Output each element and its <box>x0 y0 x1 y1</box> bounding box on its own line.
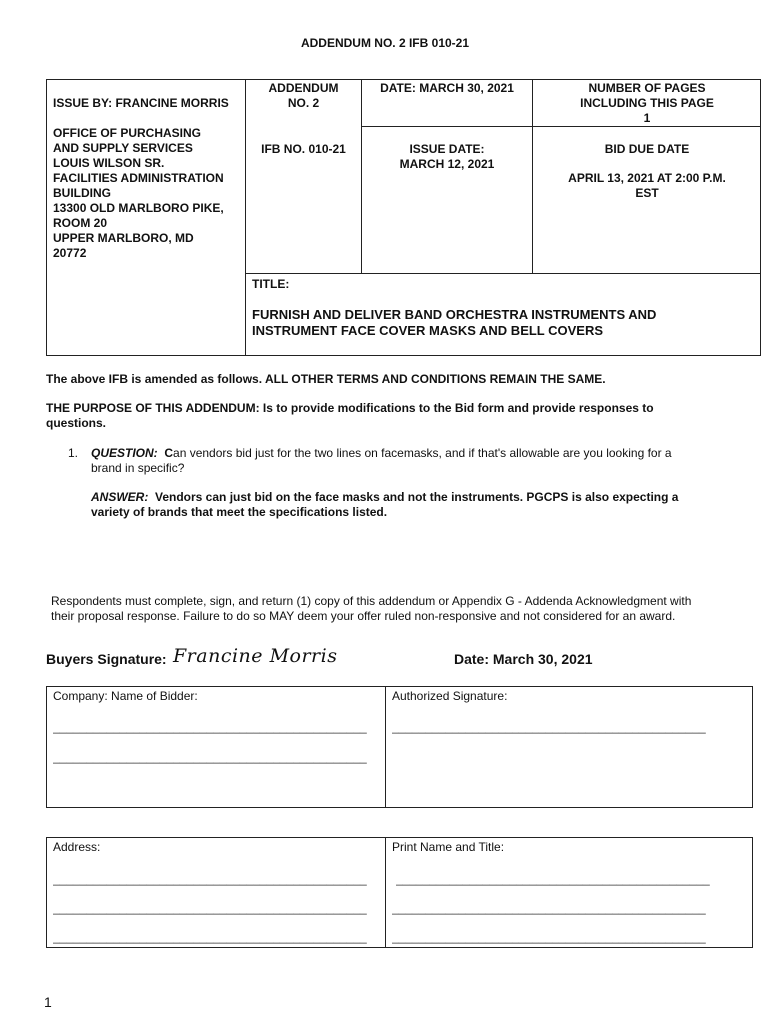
issue-date: ISSUE DATE: MARCH 12, 2021 <box>399 142 495 171</box>
print-name-field-3[interactable]: _______________________________________________ <box>392 930 706 944</box>
company-name-field[interactable]: _______________________________________________ <box>53 720 367 734</box>
ifb-title: FURNISH AND DELIVER BAND ORCHESTRA INSTRUMENTS AND INSTRUMENT FACE COVER MASKS AND BELL COVERS <box>252 307 657 338</box>
print-name-title-label: Print Name and Title: <box>392 840 505 854</box>
office-address: OFFICE OF PURCHASING AND SUPPLY SERVICES LOUIS WILSON SR. FACILITIES ADMINISTRATION BUILDING 13300 OLD MARLBORO PIKE, ROOM 20 UPPER MARLBORO, MD 20772 <box>53 126 224 260</box>
address-label: Address: <box>53 840 101 854</box>
answer: ANSWER: Vendors can just bid on the face masks and not the instruments. PGCPS is also expecting a variety of brands that meet the specifications listed. <box>91 490 679 519</box>
question: QUESTION: Can vendors bid just for the two lines on facemasks, and if that's allowable are you looking for a brand in specific? <box>91 446 672 475</box>
bidder-form-top <box>46 686 753 808</box>
address-field-2[interactable]: _______________________________________________ <box>53 901 367 915</box>
addendum-number: ADDENDUM NO. 2 <box>268 81 339 110</box>
ifb-number: IFB NO. 010-21 <box>261 142 346 156</box>
company-name-field-2[interactable]: _______________________________________________ <box>53 750 367 764</box>
issued-by: ISSUE BY: FRANCINE MORRIS <box>53 96 229 110</box>
qa-number: 1. <box>68 446 79 460</box>
address-field-3[interactable]: _______________________________________________ <box>53 930 367 944</box>
amended-note: The above IFB is amended as follows. ALL OTHER TERMS AND CONDITIONS REMAIN THE SAME. <box>46 372 606 386</box>
print-name-field-2[interactable]: _______________________________________________ <box>392 901 706 915</box>
purpose-statement: THE PURPOSE OF THIS ADDENDUM: Is to provide modifications to the Bid form and provide responses to questions. <box>46 401 654 430</box>
company-label: Company: Name of Bidder: <box>53 689 198 703</box>
authorized-signature-field[interactable]: _______________________________________________ <box>392 720 706 734</box>
buyers-signature-label: Buyers Signature: <box>46 651 167 667</box>
document-title: ADDENDUM NO. 2 IFB 010-21 <box>300 36 470 50</box>
number-of-pages: NUMBER OF PAGES INCLUDING THIS PAGE 1 <box>580 81 714 125</box>
title-label: TITLE: <box>252 277 290 291</box>
print-name-field-1[interactable]: _______________________________________________ <box>396 872 710 886</box>
bid-due-label: BID DUE DATE <box>604 142 690 156</box>
bid-due-date: APRIL 13, 2021 AT 2:00 P.M. EST <box>568 171 726 200</box>
authorized-signature-label: Authorized Signature: <box>392 689 508 703</box>
buyers-signature: Francine Morris <box>173 645 338 667</box>
signature-date: Date: March 30, 2021 <box>454 651 593 667</box>
address-field-1[interactable]: _______________________________________________ <box>53 872 367 886</box>
respondents-instructions: Respondents must complete, sign, and return (1) copy of this addendum or Appendix G - Addenda Acknowledgment with their proposal response. Failure to do so MAY deem your offer ruled non-responsive and not considered for an award. <box>51 594 692 623</box>
addendum-date: DATE: MARCH 30, 2021 <box>380 81 514 95</box>
page-number: 1 <box>44 994 52 1010</box>
